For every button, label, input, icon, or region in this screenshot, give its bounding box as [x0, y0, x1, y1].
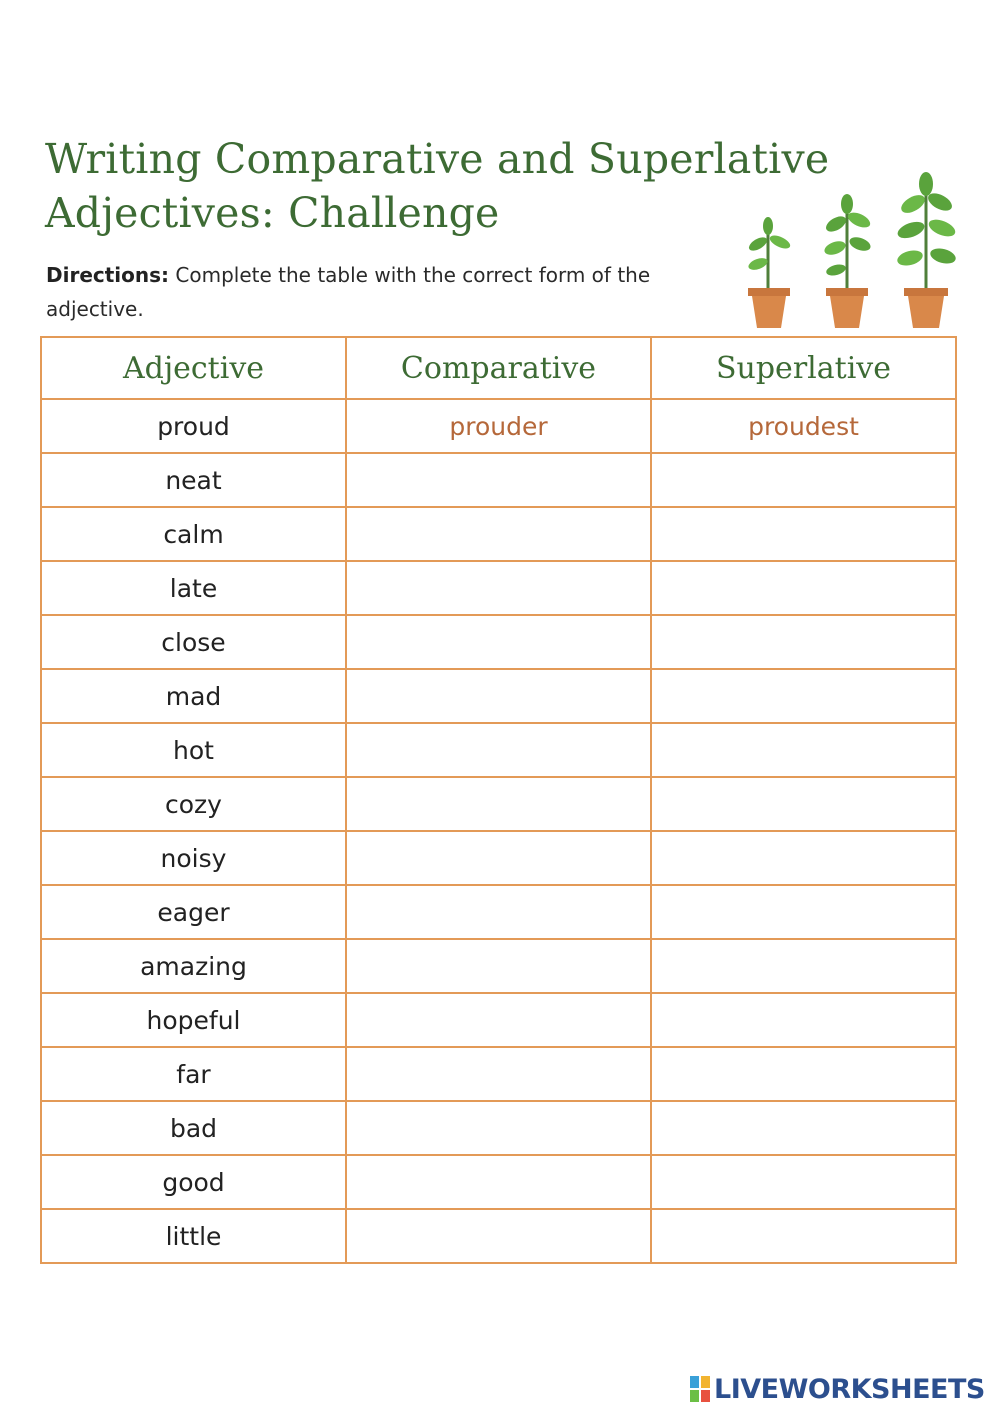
adjectives-table: [40, 336, 957, 1264]
superlative-cell[interactable]: [651, 561, 956, 615]
comparative-cell[interactable]: [346, 723, 651, 777]
comparative-cell[interactable]: [346, 507, 651, 561]
comparative-cell[interactable]: prouder: [346, 399, 651, 453]
superlative-cell[interactable]: [651, 1101, 956, 1155]
comparative-cell[interactable]: [346, 669, 651, 723]
adjective-cell: hopeful: [41, 993, 346, 1047]
column-header-comparative: Comparative: [346, 337, 651, 399]
adjective-cell: close: [41, 615, 346, 669]
table-row: [41, 885, 956, 939]
adjective-cell: cozy: [41, 777, 346, 831]
column-header-superlative: Superlative: [651, 337, 956, 399]
column-header-adjective: Adjective: [41, 337, 346, 399]
adjective-cell: far: [41, 1047, 346, 1101]
table-row: [41, 1101, 956, 1155]
adjective-cell: calm: [41, 507, 346, 561]
comparative-cell[interactable]: [346, 1209, 651, 1263]
adjective-cell: proud: [41, 399, 346, 453]
directions-text: Complete the table with the correct form of the adjective.: [46, 263, 651, 321]
directions: [46, 258, 726, 326]
liveworksheets-brand: [690, 1371, 985, 1407]
comparative-cell[interactable]: [346, 993, 651, 1047]
potted-plant-large-icon: [895, 172, 957, 328]
table-body: [41, 399, 956, 1263]
table-row: [41, 1155, 956, 1209]
table-row: [41, 669, 956, 723]
comparative-cell[interactable]: [346, 777, 651, 831]
table-row: [41, 615, 956, 669]
table-row: [41, 1209, 956, 1263]
superlative-cell[interactable]: [651, 831, 956, 885]
superlative-cell[interactable]: [651, 507, 956, 561]
table-row: [41, 777, 956, 831]
superlative-cell[interactable]: [651, 1209, 956, 1263]
directions-label: Directions:: [46, 263, 170, 287]
liveworksheets-brand-text: LIVEWORKSHEETS: [714, 1373, 985, 1405]
comparative-cell[interactable]: [346, 1047, 651, 1101]
worksheet-title: Writing Comparative and Superlative Adjectives: Challenge: [45, 135, 830, 237]
superlative-cell[interactable]: [651, 723, 956, 777]
adjective-cell: neat: [41, 453, 346, 507]
adjective-cell: good: [41, 1155, 346, 1209]
table-row: [41, 399, 956, 453]
adjective-cell: noisy: [41, 831, 346, 885]
table-row: [41, 939, 956, 993]
table-row: [41, 507, 956, 561]
superlative-cell[interactable]: [651, 885, 956, 939]
superlative-cell[interactable]: [651, 1155, 956, 1209]
comparative-cell[interactable]: [346, 1155, 651, 1209]
table-row: [41, 453, 956, 507]
adjective-cell: amazing: [41, 939, 346, 993]
comparative-cell[interactable]: [346, 453, 651, 507]
comparative-cell[interactable]: [346, 831, 651, 885]
adjective-cell: eager: [41, 885, 346, 939]
superlative-cell[interactable]: [651, 669, 956, 723]
superlative-cell[interactable]: [651, 615, 956, 669]
table-row: [41, 561, 956, 615]
superlative-cell[interactable]: [651, 1047, 956, 1101]
potted-plant-medium-icon: [823, 194, 873, 328]
table-row: [41, 993, 956, 1047]
adjective-cell: hot: [41, 723, 346, 777]
table-header-row: [41, 337, 956, 399]
superlative-cell[interactable]: [651, 939, 956, 993]
table-row: [41, 1047, 956, 1101]
adjective-cell: bad: [41, 1101, 346, 1155]
comparative-cell[interactable]: [346, 939, 651, 993]
liveworksheets-logo-icon: [690, 1376, 712, 1402]
superlative-cell[interactable]: [651, 993, 956, 1047]
comparative-cell[interactable]: [346, 561, 651, 615]
adjective-cell: late: [41, 561, 346, 615]
superlative-cell[interactable]: [651, 777, 956, 831]
table-row: [41, 831, 956, 885]
comparative-cell[interactable]: [346, 1101, 651, 1155]
superlative-cell[interactable]: proudest: [651, 399, 956, 453]
adjective-cell: little: [41, 1209, 346, 1263]
table-row: [41, 723, 956, 777]
adjective-cell: mad: [41, 669, 346, 723]
potted-plant-small-icon: [747, 217, 792, 328]
potted-plants-illustration: [740, 172, 965, 337]
superlative-cell[interactable]: [651, 453, 956, 507]
comparative-cell[interactable]: [346, 885, 651, 939]
comparative-cell[interactable]: [346, 615, 651, 669]
